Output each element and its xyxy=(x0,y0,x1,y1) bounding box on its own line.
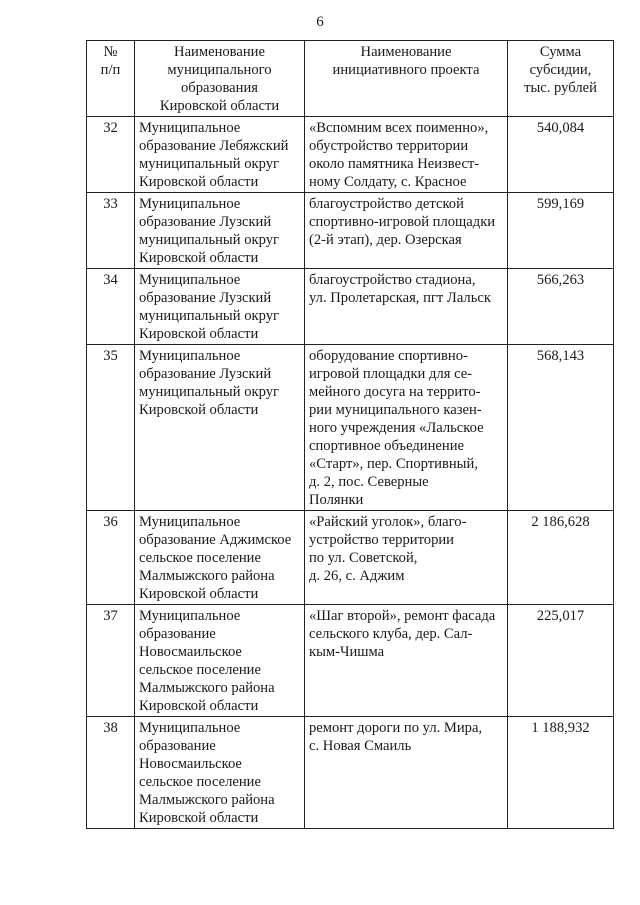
municipality-name: Муниципальное образование Аджимское сельское поселение Малмыжского района Кировской области xyxy=(135,511,305,605)
header-municipality: Наименование муниципального образования Кировской области xyxy=(135,41,305,117)
subsidy-amount: 568,143 xyxy=(508,345,614,511)
row-number: 32 xyxy=(87,117,135,193)
project-name: «Райский уголок», благо- устройство территории по ул. Советской, д. 26, с. Аджим xyxy=(305,511,508,605)
subsidy-amount: 1 188,932 xyxy=(508,717,614,829)
subsidy-amount: 225,017 xyxy=(508,605,614,717)
row-number: 35 xyxy=(87,345,135,511)
municipality-name: Муниципальное образование Лебяжский муниципальный округ Кировской области xyxy=(135,117,305,193)
header-number: № п/п xyxy=(87,41,135,117)
table-row xyxy=(87,717,614,829)
table-row xyxy=(87,605,614,717)
subsidy-amount: 566,263 xyxy=(508,269,614,345)
municipality-name: Муниципальное образование Лузский муниципальный округ Кировской области xyxy=(135,269,305,345)
row-number: 37 xyxy=(87,605,135,717)
header-subsidy-sum: Сумма субсидии, тыс. рублей xyxy=(508,41,614,117)
table-row xyxy=(87,193,614,269)
subsidy-amount: 2 186,628 xyxy=(508,511,614,605)
subsidy-amount: 540,084 xyxy=(508,117,614,193)
project-name: ремонт дороги по ул. Мира, с. Новая Смаиль xyxy=(305,717,508,829)
row-number: 38 xyxy=(87,717,135,829)
municipality-name: Муниципальное образование Лузский муниципальный округ Кировской области xyxy=(135,193,305,269)
project-name: благоустройство детской спортивно-игровой площадки (2-й этап), дер. Озерская xyxy=(305,193,508,269)
municipality-name: Муниципальное образование Лузский муниципальный округ Кировской области xyxy=(135,345,305,511)
municipality-name: Муниципальное образование Новосмаильское сельское поселение Малмыжского района Кировской области xyxy=(135,717,305,829)
table-row xyxy=(87,269,614,345)
project-name: оборудование спортивно- игровой площадки для се- мейного досуга на террито- рии муниципального казен- ного учреждения «Лальское спортивное объединение «Старт», пер. Спортивный, д. 2, пос. Северные Полянки xyxy=(305,345,508,511)
table-row xyxy=(87,345,614,511)
municipality-name: Муниципальное образование Новосмаильское сельское поселение Малмыжского района Кировской области xyxy=(135,605,305,717)
table-row xyxy=(87,511,614,605)
row-number: 34 xyxy=(87,269,135,345)
project-name: «Шаг второй», ремонт фасада сельского клуба, дер. Сал- кым-Чишма xyxy=(305,605,508,717)
table-row xyxy=(87,117,614,193)
row-number: 36 xyxy=(87,511,135,605)
subsidy-table xyxy=(86,40,614,829)
project-name: благоустройство стадиона, ул. Пролетарская, пгт Лальск xyxy=(305,269,508,345)
subsidy-amount: 599,169 xyxy=(508,193,614,269)
row-number: 33 xyxy=(87,193,135,269)
table-header-row xyxy=(87,41,614,117)
page-number: 6 xyxy=(316,14,324,30)
header-project: Наименование инициативного проекта xyxy=(305,41,508,117)
project-name: «Вспомним всех поименно», обустройство территории около памятника Неизвест- ному Солдату, с. Красное xyxy=(305,117,508,193)
